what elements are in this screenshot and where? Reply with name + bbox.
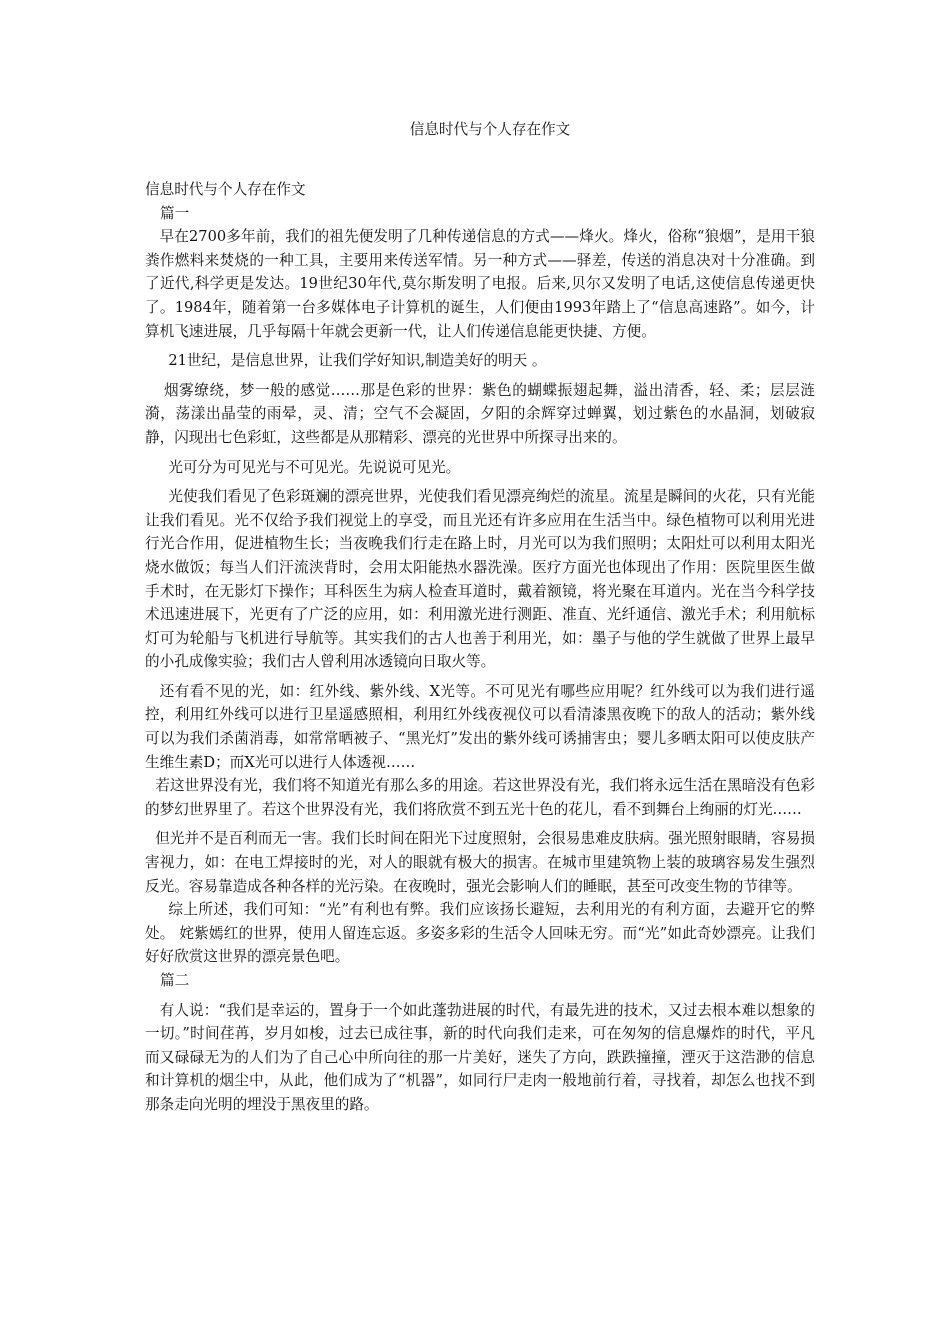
paragraph: 21世纪，是信息世界，让我们学好知识,制造美好的明天 。 xyxy=(168,352,547,370)
document-page xyxy=(145,118,815,1117)
section-label-1: 篇一 xyxy=(160,204,190,222)
paragraph: 光可分为可见光与不可见光。先说说可见光。 xyxy=(168,458,461,476)
paragraph: 烟雾缭绕，梦一般的感觉……那是色彩的世界：紫色的蝴蝶振翅起舞，溢出清香，轻、柔；层层涟漪，荡漾出晶莹的雨晕，灵、清；空气不会凝固，夕阳的余辉穿过蝉翼，划过紫色的水晶洞，划破寂静，闪现出七色彩虹，这些都是从那精彩、漂亮的光世界中所探寻出来的。 xyxy=(145,381,815,446)
document-subtitle: 信息时代与个人存在作文 xyxy=(145,181,306,198)
paragraph: 早在2700多年前，我们的祖先便发明了几种传递信息的方式——烽火。烽火，俗称“狼烟”，是用干狼粪作燃料来焚烧的一种工具，主要用来传送军情。另一种方式——驿差，传送的消息决对十分准确。到了近代,科学更是发达。19世纪30年代,莫尔斯发明了电报。后来,贝尔又发明了电话,这使信息传递更快了。1984年，随着第一台多媒体电子计算机的诞生，人们便由1993年踏上了“信息高速路”。如今，计算机飞速进展，几乎每隔十年就会更新一代，让人们传递信息能更快捷、方便。 xyxy=(145,228,815,340)
paragraph: 光使我们看见了色彩斑斓的漂亮世界，光使我们看见漂亮绚烂的流星。流星是瞬间的火花，只有光能让我们看见。光不仅给予我们视觉上的享受，而且光还有许多应用在生活当中。绿色植物可以利用光进行光合作用，促进植物生长；当夜晚我们行走在路上时，月光可以为我们照明；太阳灶可以利用太阳光烧水做饭；每当人们汗流浃背时，会用太阳能热水器洗澡。医疗方面光也体现出了作用：医院里医生做手术时，在无影灯下操作；耳科医生为病人检查耳道时，戴着额镜，将光聚在耳道内。光在当今科学技术迅速进展下，光更有了广泛的应用，如：利用激光进行测距、准直、光纤通信、激光手术；利用航标灯可为轮船与飞机进行导航等。其实我们的古人也善于利用光，如：墨子与他的学生就做了世界上最早的小孔成像实验；我们古人曾利用冰透镜向日取火等。 xyxy=(145,488,815,671)
paragraph: 有人说：“我们是幸运的，置身于一个如此蓬勃进展的时代，有最先进的技术，又过去根本难以想象的一切。”时间荏苒，岁月如梭，过去已成往事，新的时代向我们走来，可在匆匆的信息爆炸的时代，平凡而又碌碌无为的人们为了自己心中所向往的那一片美好，迷失了方向，跌跌撞撞，湮灭于这浩渺的信息和计算机的烟尘中，从此，他们成为了“机器”，如同行尸走肉一般地前行着，寻找着，却怎么也找不到那条走向光明的埋没于黑夜里的路。 xyxy=(145,1001,815,1113)
paragraph: 综上所述，我们可知：“光”有利也有弊。我们应该扬长避短，去利用光的有利方面，去避开它的弊处。 姹紫嫣红的世界，使用人留连忘返。多姿多彩的生活令人回味无穷。而“光”如此奇妙漂亮。让我们好好欣赏这世界的漂亮景色吧。 xyxy=(145,901,815,966)
document-title: 信息时代与个人存在作文 xyxy=(409,121,571,138)
paragraph: 但光并不是百利而无一害。我们长时间在阳光下过度照射，会很易患难皮肤病。强光照射眼睛，容易损害视力，如：在电工焊接时的光，对人的眼就有极大的损害。在城市里建筑物上装的玻璃容易发生强烈反光。容易靠造成各种各样的光污染。在夜晚时，强光会影响人们的睡眠，甚至可改变生物的节律等。 xyxy=(145,830,815,895)
paragraph: 若这世界没有光，我们将不知道光有那么多的用途。若这世界没有光，我们将永远生活在黑暗没有色彩的梦幻世界里了。若这个世界没有光，我们将欣赏不到五光十色的花儿，看不到舞台上绚丽的灯光…… xyxy=(145,777,815,818)
paragraph: 还有看不见的光，如：红外线、紫外线、X光等。不可见光有哪些应用呢？红外线可以为我们进行遥控，利用红外线可以进行卫星遥感照相，利用红外线夜视仪可以看清漆黑夜晚下的敌人的活动；紫外线可以为我们杀菌消毒，如常常晒被子、“黑光灯”发出的紫外线可诱捕害虫；婴儿多晒太阳可以使皮肤产生维生素D；而X光可以进行人体透视…… xyxy=(145,682,815,771)
section-label-2: 篇二 xyxy=(160,972,190,989)
